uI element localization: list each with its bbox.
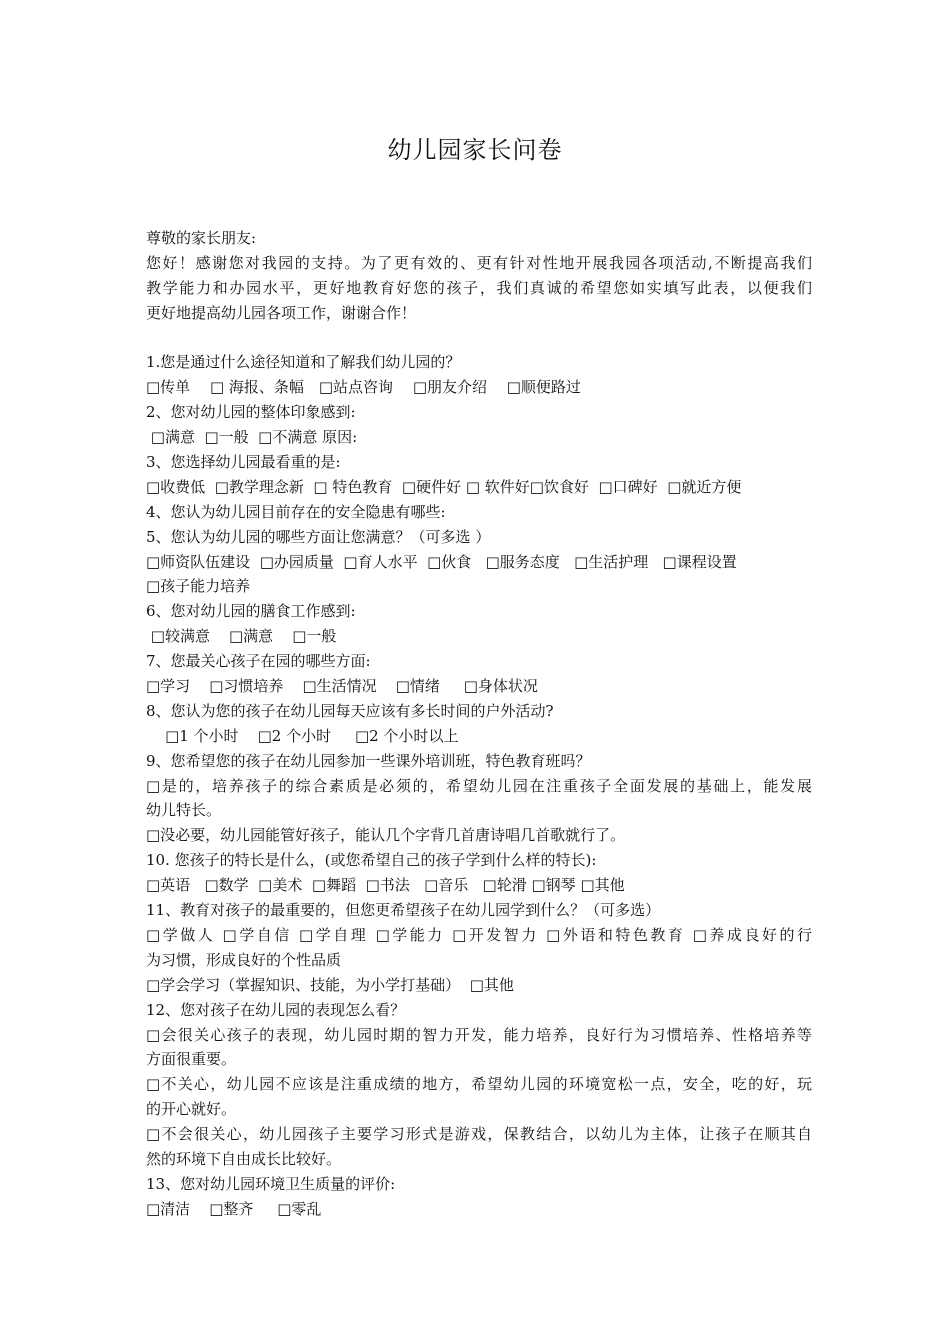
- options-13: □清洁 □整齐 □零乱: [146, 1199, 322, 1218]
- question-2: 2、您对幼儿园的整体印象感到:: [146, 403, 356, 422]
- question-13: 13、您对幼儿园环境卫生质量的评价:: [146, 1174, 396, 1193]
- options-12-line-6: 然的环境下自由成长比较好。: [146, 1149, 342, 1168]
- options-8: □1 个小时 □2 个小时 □2 个小时以上: [146, 726, 459, 745]
- options-9-line-1: □是的，培养孩子的综合素质是必须的，希望幼儿园在注重孩子全面发展的基础上，能发展: [146, 776, 812, 795]
- question-8: 8、您认为您的孩子在幼儿园每天应该有多长时间的户外活动?: [146, 701, 554, 720]
- options-12-line-4: 的开心就好。: [146, 1100, 237, 1119]
- options-6: □较满意 □满意 □一般: [146, 627, 337, 646]
- options-12-line-1: □会很关心孩子的表现，幼儿园时期的智力开发，能力培养，良好行为习惯培养、性格培养等: [146, 1025, 812, 1044]
- question-12: 12、您对孩子在幼儿园的表现怎么看？: [146, 1000, 406, 1019]
- question-1: 1.您是通过什么途径知道和了解我们幼儿园的？: [146, 353, 461, 372]
- options-11-line-1: □学做人 □学自信 □学自理 □学能力 □开发智力 □外语和特色教育 □养成良好的行: [146, 925, 812, 944]
- options-3: □收费低 □教学理念新 □ 特色教育 □硬件好 □ 软件好□饮食好 □口碑好 □就近方便: [146, 477, 742, 496]
- document-title: 幼儿园家长问卷: [387, 136, 563, 164]
- options-7: □学习 □习惯培养 □生活情况 □情绪 □身体状况: [146, 677, 538, 696]
- options-9-line-3: □没必要，幼儿园能管好孩子，能认几个字背几首唐诗唱几首歌就行了。: [146, 826, 626, 845]
- question-11: 11、教育对孩子的最重要的，但您更希望孩子在幼儿园学到什么？（可多选）: [146, 901, 661, 920]
- question-7: 7、您最关心孩子在园的哪些方面:: [146, 652, 371, 671]
- intro-line-2: 教学能力和办园水平，更好地教育好您的孩子，我们真诚的希望您如实填写此表，以便我们: [146, 278, 812, 297]
- greeting: 尊敬的家长朋友:: [146, 229, 257, 247]
- options-2: □满意 □一般 □不满意 原因:: [146, 428, 358, 447]
- options-1: □传单 □ 海报、条幅 □站点咨询 □朋友介绍 □顺便路过: [146, 378, 581, 397]
- options-11-line-3: □学会学习（掌握知识、技能，为小学打基础） □其他: [146, 975, 514, 994]
- question-3: 3、您选择幼儿园最看重的是:: [146, 453, 341, 472]
- options-12-line-5: □不会很关心，幼儿园孩子主要学习形式是游戏，保教结合，以幼儿为主体，让孩子在顺其自: [146, 1125, 812, 1144]
- question-5: 5、您认为幼儿园的哪些方面让您满意？（可多选 ）: [146, 527, 491, 546]
- question-9: 9、您希望您的孩子在幼儿园参加一些课外培训班，特色教育班吗？: [146, 751, 591, 770]
- options-10: □英语 □数学 □美术 □舞蹈 □书法 □音乐 □轮滑 □钢琴 □其他: [146, 876, 625, 895]
- question-6: 6、您对幼儿园的膳食工作感到:: [146, 602, 356, 621]
- blank-line: [146, 326, 812, 351]
- question-10: 10. 您孩子的特长是什么，(或您希望自己的孩子学到什么样的特长):: [146, 851, 597, 870]
- options-12-line-3: □不关心，幼儿园不应该是注重成绩的地方，希望幼儿园的环境宽松一点，安全，吃的好，玩: [146, 1075, 812, 1094]
- options-9-line-2: 幼儿特长。: [146, 801, 222, 820]
- intro-line-3: 更好地提高幼儿园各项工作，谢谢合作！: [146, 303, 417, 322]
- options-11-line-2: 为习惯，形成良好的个性品质: [146, 950, 342, 969]
- document-body: [146, 226, 812, 1222]
- intro-line-1: 您好！感谢您对我园的支持。为了更有效的、更有针对性地开展我园各项活动,不断提高我们: [146, 253, 812, 272]
- question-4: 4、您认为幼儿园目前存在的安全隐患有哪些:: [146, 502, 446, 521]
- options-12-line-2: 方面很重要。: [146, 1050, 237, 1069]
- options-5-line-2: □孩子能力培养: [146, 577, 251, 596]
- options-5-line-1: □师资队伍建设 □办园质量 □育人水平 □伙食 □服务态度 □生活护理 □课程设置: [146, 552, 737, 571]
